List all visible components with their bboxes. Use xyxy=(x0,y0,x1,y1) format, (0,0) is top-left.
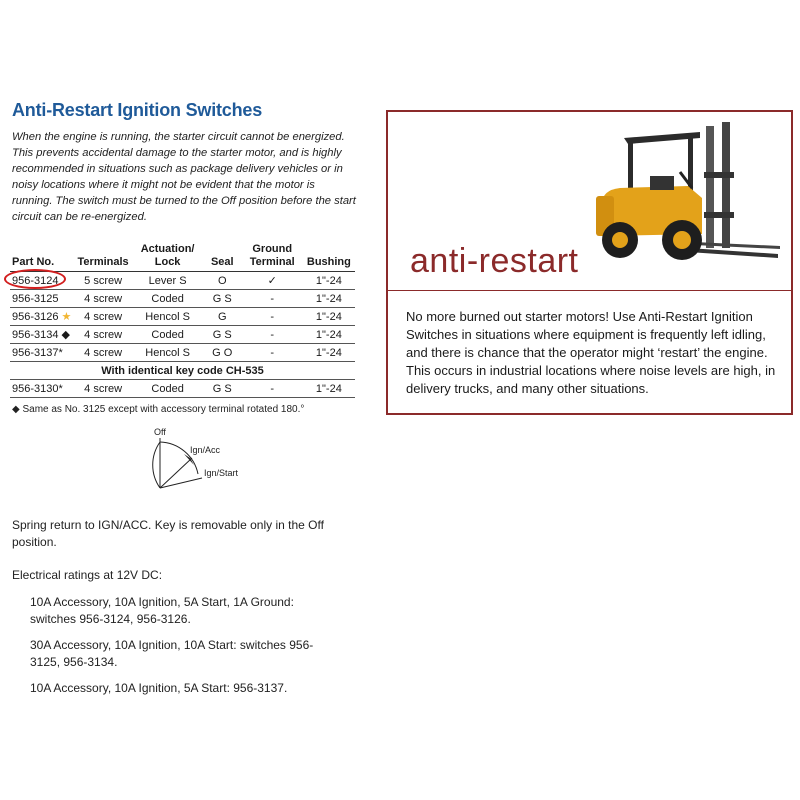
table-row xyxy=(10,380,355,398)
subheader-label: With identical key code CH-535 xyxy=(10,362,355,380)
rotation-arc xyxy=(153,442,160,488)
col-terminals: Terminals xyxy=(74,243,133,272)
part-number: 956-3126 xyxy=(12,311,59,323)
cell-part-no xyxy=(10,380,74,398)
panel-heading: anti-restart xyxy=(410,242,579,280)
label-ign-start: Ign/Start xyxy=(204,468,239,478)
forklift-mast xyxy=(706,126,714,248)
panel-divider xyxy=(388,290,791,291)
ign-acc-line xyxy=(160,458,192,488)
cell-part-no xyxy=(10,344,74,362)
ratings-heading: Electrical ratings at 12V DC: xyxy=(12,568,163,582)
table-row xyxy=(10,308,355,326)
cell-part-no xyxy=(10,290,74,308)
part-number: 956-3130* xyxy=(12,382,63,395)
col-part-no: Part No. xyxy=(10,243,74,272)
table-row xyxy=(10,326,355,344)
part-number: 956-3134 xyxy=(12,329,59,341)
col-actuation-label: Actuation/ Lock xyxy=(140,243,195,268)
cell-seal: G O xyxy=(203,344,242,362)
cell-ground: - xyxy=(242,326,303,344)
col-ground-label: Ground Terminal xyxy=(249,243,295,268)
cell-terminals: 4 screw xyxy=(74,380,133,398)
cell-bushing: 1"-24 xyxy=(303,380,355,398)
col-seal: Seal xyxy=(203,243,242,272)
cell-ground: - xyxy=(242,308,303,326)
table-row xyxy=(10,344,355,362)
part-number: 956-3137* xyxy=(12,346,63,359)
cell-ground: - xyxy=(242,380,303,398)
cell-actuation: Coded xyxy=(132,290,202,308)
cell-part-no xyxy=(10,308,74,326)
forklift-mast-rear xyxy=(722,122,730,248)
part-number: 956-3124 xyxy=(12,274,59,287)
key-position-diagram xyxy=(112,424,272,499)
cell-seal: G xyxy=(203,308,242,326)
ign-start-line xyxy=(160,478,202,488)
cell-ground: - xyxy=(242,344,303,362)
forklift-seat xyxy=(650,176,674,190)
cell-part-no xyxy=(10,326,74,344)
table-footnote: ◆ Same as No. 3125 except with accessory terminal rotated 180.° xyxy=(12,404,305,415)
cell-ground: ✓ xyxy=(242,272,303,290)
cell-seal: G S xyxy=(203,380,242,398)
table-row xyxy=(10,272,355,290)
page-title: Anti-Restart Ignition Switches xyxy=(12,100,263,120)
rating-item: 10A Accessory, 10A Ignition, 5A Start: 956-3137. xyxy=(30,681,288,695)
mast-crossbar-lower xyxy=(704,212,734,218)
table-subheader-row xyxy=(10,362,355,380)
cell-terminals: 4 screw xyxy=(74,344,133,362)
rating-item: 30A Accessory, 10A Ignition, 10A Start: switches 956-3125, 956-3134. xyxy=(30,638,314,669)
spec-table xyxy=(10,243,355,398)
rear-hub xyxy=(612,232,628,248)
cell-actuation: Coded xyxy=(132,380,202,398)
cell-seal: G S xyxy=(203,326,242,344)
cell-seal: O xyxy=(203,272,242,290)
label-off: Off xyxy=(154,427,166,437)
cell-bushing: 1"-24 xyxy=(303,326,355,344)
product-section xyxy=(12,100,360,225)
cell-bushing: 1"-24 xyxy=(303,308,355,326)
front-hub xyxy=(673,231,691,249)
cell-terminals: 4 screw xyxy=(74,308,133,326)
cell-seal: G S xyxy=(203,290,242,308)
cell-actuation: Hencol S xyxy=(132,308,202,326)
table-row xyxy=(10,290,355,308)
label-ign-acc: Ign/Acc xyxy=(190,445,221,455)
spring-note: Spring return to IGN/ACC. Key is removable only in the Off position. xyxy=(12,518,324,549)
table-header-row xyxy=(10,243,355,272)
cell-bushing: 1"-24 xyxy=(303,344,355,362)
ratings-list xyxy=(12,594,342,697)
mast-crossbar xyxy=(704,172,734,178)
cell-bushing: 1"-24 xyxy=(303,272,355,290)
cell-bushing: 1"-24 xyxy=(303,290,355,308)
cell-terminals: 4 screw xyxy=(74,326,133,344)
col-actuation xyxy=(132,243,202,272)
ratings-section xyxy=(12,517,342,706)
col-ground xyxy=(242,243,303,272)
col-bushing: Bushing xyxy=(303,243,355,272)
star-icon: ★ xyxy=(61,311,72,323)
cell-ground: - xyxy=(242,290,303,308)
diamond-icon: ◆ xyxy=(61,329,70,341)
forklift-fork xyxy=(688,248,778,258)
cell-actuation: Lever S xyxy=(132,272,202,290)
highlight-circle xyxy=(4,269,66,289)
part-number: 956-3125 xyxy=(12,292,59,305)
cell-actuation: Coded xyxy=(132,326,202,344)
cell-terminals: 5 screw xyxy=(74,272,133,290)
cell-terminals: 4 screw xyxy=(74,290,133,308)
rating-item: 10A Accessory, 10A Ignition, 5A Start, 1A Ground: switches 956-3124, 956-3126. xyxy=(30,595,294,626)
cell-actuation: Hencol S xyxy=(132,344,202,362)
cell-part-no xyxy=(10,272,74,290)
panel-description: No more burned out starter motors! Use Anti-Restart Ignition Switches in situations where equipment is frequently left idling, and there is chance that the operator might ‘restart’ the engine. This occurs in industrial locations where noise levels are high, in delivery trucks, and many other situations. xyxy=(406,309,776,396)
intro-paragraph: When the engine is running, the starter circuit cannot be energized. This prevents accidental damage to the starter motor, and is highly recommended in situations such as package delivery vehicles or in noisy locations where it might not be evident that the motor is running. The switch must be turned to the Off position before the start circuit can be re-energized. xyxy=(12,131,356,223)
anti-restart-panel xyxy=(386,110,793,415)
